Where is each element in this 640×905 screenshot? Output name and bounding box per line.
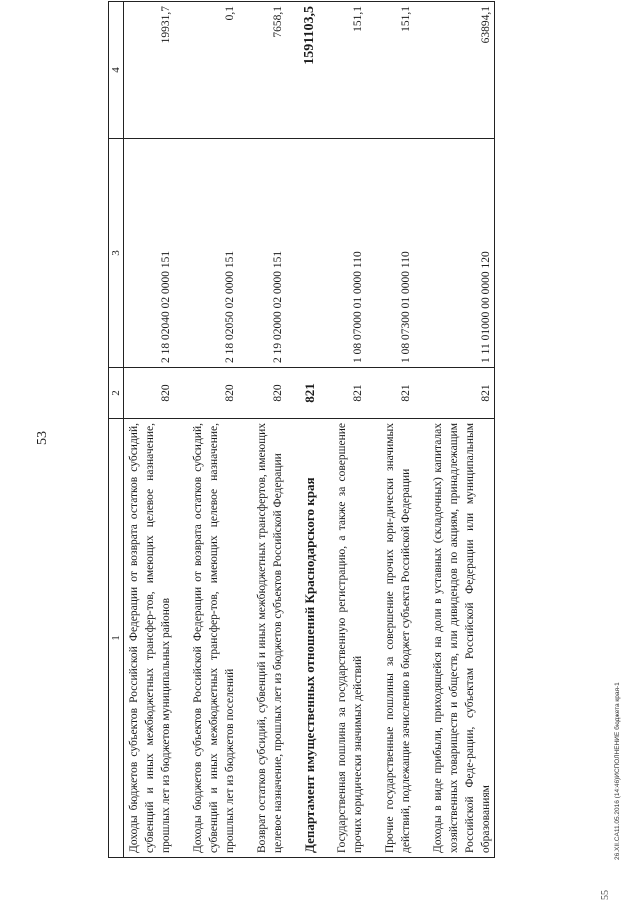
row-classification-code: 1 08 07000 01 0000 110 bbox=[318, 139, 366, 368]
row-classification-code: 2 18 02050 02 0000 151 bbox=[174, 139, 238, 368]
row-admin-code: 821 bbox=[414, 368, 495, 419]
table-row bbox=[124, 2, 175, 858]
table-row bbox=[318, 2, 366, 858]
table-row bbox=[174, 2, 238, 858]
row-name: Государственная пошлина за государственную регистрацию, а также за совершение прочих юридически значимых действий bbox=[318, 419, 366, 858]
row-admin-code: 820 bbox=[124, 368, 175, 419]
row-name: Доходы бюджетов субъектов Российской Федерации от возврата остатков субсидий, субвенций и иных межбюджетных трансфер-тов, имеющих целевое назначение, прошлых лет из бюджетов поселений bbox=[174, 419, 238, 858]
table-row bbox=[414, 2, 495, 858]
budget-table-container bbox=[108, 6, 608, 858]
row-name: Доходы в виде прибыли, приходящейся на доли в уставных (складочных) капиталах хозяйственных товариществ и обществ, или дивидендов по акциям, принадлежащим Российской Феде-рации, субъектам Российской Федерации или муниципальным образованиям bbox=[414, 419, 495, 858]
table-row bbox=[366, 2, 414, 858]
row-name: Прочие государственные пошлины за совершение прочих юри-дически значимых действий, подлежащие зачислению в бюджет субъекта Российской Федерации bbox=[366, 419, 414, 858]
row-classification-code: 2 18 02040 02 0000 151 bbox=[124, 139, 175, 368]
row-amount: 151,1 bbox=[366, 2, 414, 139]
row-classification-code bbox=[286, 139, 318, 368]
header-col-2: 2 bbox=[109, 368, 124, 419]
table-row-department bbox=[286, 2, 318, 858]
budget-table bbox=[108, 1, 495, 858]
footer-file-stamp: 26.XII.CA11.05.2016 (14:46)ИСПОЛНЕНИЕ бюджета края-1 bbox=[614, 682, 621, 860]
table-row bbox=[238, 2, 286, 858]
row-admin-code: 820 bbox=[174, 368, 238, 419]
row-name: Доходы бюджетов субъектов Российской Федерации от возврата остатков субсидий, субвенций и иных межбюджетных трансфер-тов, имеющих целевое назначение, прошлых лет из бюджетов муниципальных районов bbox=[124, 419, 175, 858]
row-name: Возврат остатков субсидий, субвенций и иных межбюджетных трансфертов, имеющих целевое назначение, прошлых лет из бюджетов субъектов Российской Федерации bbox=[238, 419, 286, 858]
row-classification-code: 2 19 02000 02 0000 151 bbox=[238, 139, 286, 368]
row-amount: 63894,1 bbox=[414, 2, 495, 139]
page-number: 53 bbox=[35, 431, 50, 445]
corner-page-mark: 55 bbox=[600, 890, 611, 900]
row-amount: 19931,7 bbox=[124, 2, 175, 139]
row-amount: 7658,1 bbox=[238, 2, 286, 139]
header-col-3: 3 bbox=[109, 139, 124, 368]
row-amount: 1591103,5 bbox=[286, 2, 318, 139]
row-admin-code: 821 bbox=[318, 368, 366, 419]
row-admin-code: 821 bbox=[286, 368, 318, 419]
row-amount: 151,1 bbox=[318, 2, 366, 139]
header-col-4: 4 bbox=[109, 2, 124, 139]
header-col-1: 1 bbox=[109, 419, 124, 858]
row-admin-code: 821 bbox=[366, 368, 414, 419]
row-classification-code: 1 11 01000 00 0000 120 bbox=[414, 139, 495, 368]
row-amount: 0,1 bbox=[174, 2, 238, 139]
row-admin-code: 820 bbox=[238, 368, 286, 419]
table-header-row bbox=[109, 2, 124, 858]
row-classification-code: 1 08 07300 01 0000 110 bbox=[366, 139, 414, 368]
row-name: Департамент имущественных отношений Краснодарского края bbox=[286, 419, 318, 858]
